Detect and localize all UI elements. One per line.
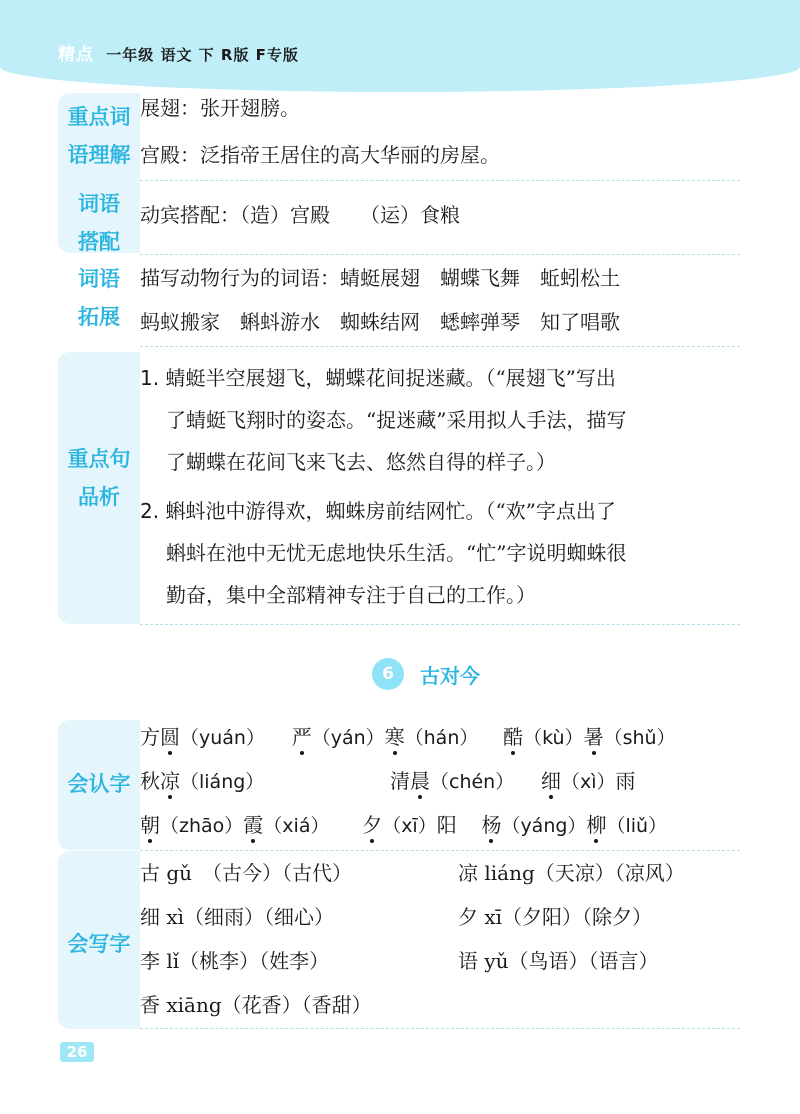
expansion-line: 蚂蚁搬家 蝌蚪游水 蜘蛛结网 蟋蟀弹琴 知了唱歌 [140,310,620,334]
recognize-row-3: 朝（zhāo）霞（xiá） 夕（xī）阳 杨（yáng）柳（liǔ） [140,810,667,841]
write-right-2: 夕 xī（夕阳）（除夕） [458,905,653,929]
recognize-row-2: 秋凉（liáng） [140,766,264,797]
sentences-label: 重点句 品析 [67,447,131,509]
sentence-2: 2. 蝌蚪池中游得欢，蜘蛛房前结网忙。（“欢”字点出了 蝌蚪在池中无忧无虑地快乐生活。“忙”字说明蜘蛛很 勤奋，集中全部精神专注于自己的工作。） [140,499,627,607]
sentence-1: 1. 蜻蜓半空展翅飞，蝴蝶花间捉迷藏。（“展翅飞”写出 了蜻蜓飞翔时的姿态。“捉迷藏”采用拟人手法，描写 了蝴蝶在花间飞来飞去、悠然自得的样子。） [140,366,627,474]
expansion-line: 描写动物行为的词语：蜻蜓展翅 蝴蝶飞舞 蚯蚓松土 [140,266,620,290]
recognize-label: 会认字 [67,772,131,796]
divider [140,180,740,181]
divider [140,624,740,625]
write-left-1: 古 gǔ （古今）（古代） [140,861,353,885]
vocab-item: 展翅：张开翅膀。 [140,96,300,120]
header-title [58,40,299,65]
page-number: 26 [60,1042,94,1062]
brand-logo: 精点 [58,45,94,65]
write-left-4: 香 xiāng（花香）（香甜） [140,993,372,1017]
divider [140,254,740,255]
write-right-3: 语 yǔ（鸟语）（语言） [458,949,659,973]
vocab-item: 宫殿：泛指帝王居住的高大华丽的房屋。 [140,143,500,167]
divider [140,850,740,851]
write-left-3: 李 lǐ（桃李）（姓李） [140,949,330,973]
vocab-label: 重点词 语理解 [67,105,131,167]
expansion-label: 词语 拓展 [78,267,120,329]
divider [140,346,740,347]
lesson-number-badge: 6 [372,658,404,690]
write-right-1: 凉 liáng（天凉）（凉风） [458,861,685,885]
collocation-label: 词语 搭配 [78,192,120,254]
write-left-2: 细 xì（细雨）（细心） [140,905,335,929]
recognize-row-1: 方圆（yuán） 严（yán）寒（hán） 酷（kù）暑（shǔ） [140,722,676,753]
book-title: 一年级 语文 下 R版 F专版 [106,46,299,64]
divider [140,1028,740,1029]
recognize-row-2b: 清晨（chén） 细（xì）雨 [390,766,635,797]
write-label: 会写字 [67,932,131,956]
lesson-title: 古对今 [420,664,480,688]
collocation-text: 动宾搭配：（造）宫殿 （运）食粮 [140,203,460,227]
